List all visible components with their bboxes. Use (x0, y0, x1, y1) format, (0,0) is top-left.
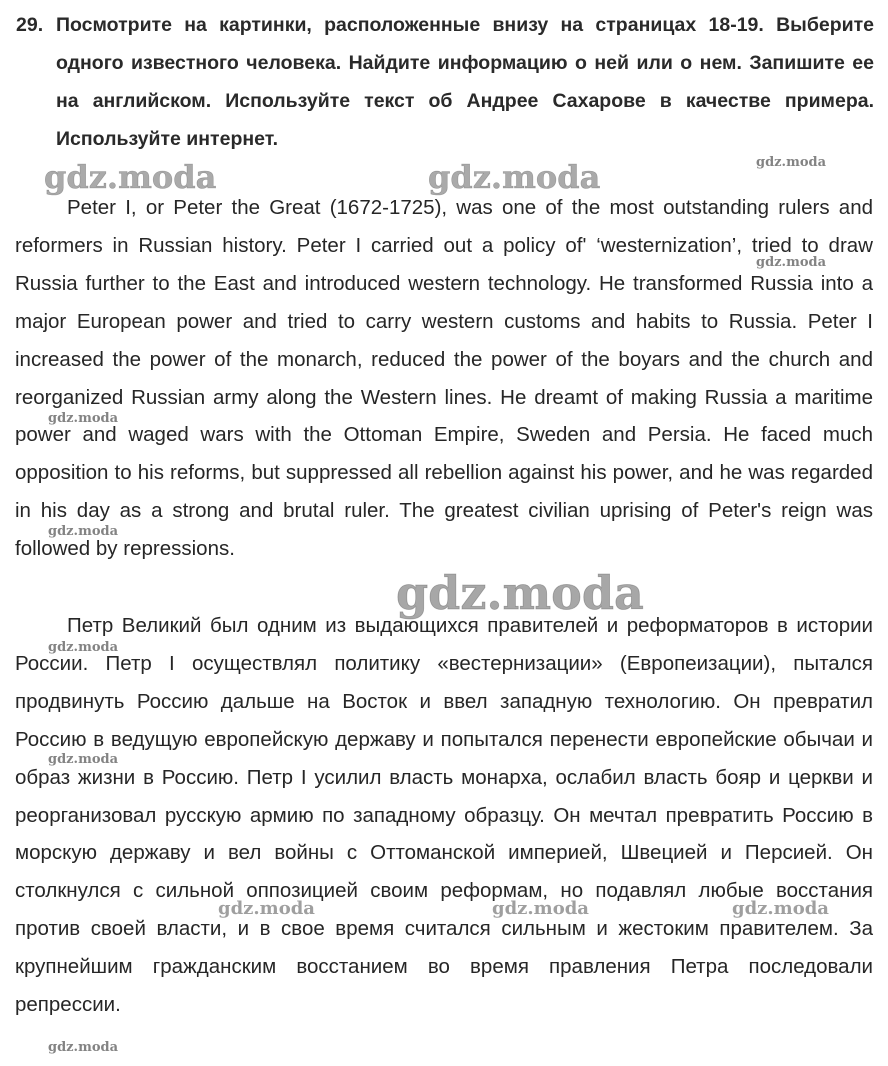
watermark: gdz.moda (732, 898, 829, 919)
watermark: gdz.moda (492, 898, 589, 919)
watermark: gdz.moda (396, 566, 644, 620)
russian-paragraph: Петр Великий был одним из выдающихся правителей и реформаторов в истории России. Петр I осуществлял политику «вестернизации» (Европеизации), пытался продвинуть Россию дальше на Восток и ввел западную технологию. Он превратил Россию в ведущую европейскую державу и попытался перенести европейские обычаи и образ жизни в Россию. Петр I усилил власть монарха, ослабил власть бояр и церкви и реорганизовал русскую армию по западному образцу. Он мечтал превратить Россию в морскую державу и вел войны с Оттоманской империей, Швецией и Персией. Он столкнулся с сильной оппозицией своим реформам, но подавлял любые восстания против своей власти, и в свое время считался сильным и жестоким правителем. За крупнейшим гражданским восстанием во время правления Петра последовали репрессии. (15, 614, 873, 1017)
task-number: 29. (16, 14, 44, 36)
watermark: gdz.moda (756, 155, 827, 170)
watermark: gdz.moda (48, 411, 119, 426)
watermark: gdz.moda (48, 752, 119, 767)
watermark: gdz.moda (428, 158, 601, 196)
watermark: gdz.moda (218, 898, 315, 919)
task-block (16, 6, 874, 158)
watermark: gdz.moda (48, 640, 119, 655)
watermark: gdz.moda (48, 1040, 119, 1055)
english-paragraph: Peter I, or Peter the Great (1672-1725), was one of the most outstanding rulers and reformers in Russian history. Peter I carried out a policy of' ‘westernization’, tried to draw Russia further to the East and introduced western technology. He transformed Russia into a major European power and tried to carry western customs and habits to Russia. Peter I increased the power of the monarch, reduced the power of the boyars and the church and reorganized Russian army along the Western lines. He dreamt of making Russia a maritime power and waged wars with the Ottoman Empire, Sweden and Persia. He faced much opposition to his reforms, but suppressed all rebellion against his power, and he was regarded in his day as a strong and brutal ruler. The greatest civilian uprising of Peter's reign was followed by repressions. (15, 196, 873, 561)
watermark: gdz.moda (756, 255, 827, 270)
watermark: gdz.moda (44, 158, 217, 196)
watermark: gdz.moda (48, 524, 119, 539)
task-instruction: Посмотрите на картинки, расположенные внизу на страницах 18-19. Выберите одного известного человека. Найдите информацию о ней или о нем. Запишите ее на английском. Используйте текст об Андрее Сахарове в качестве примера. Используйте интернет. (56, 14, 874, 150)
